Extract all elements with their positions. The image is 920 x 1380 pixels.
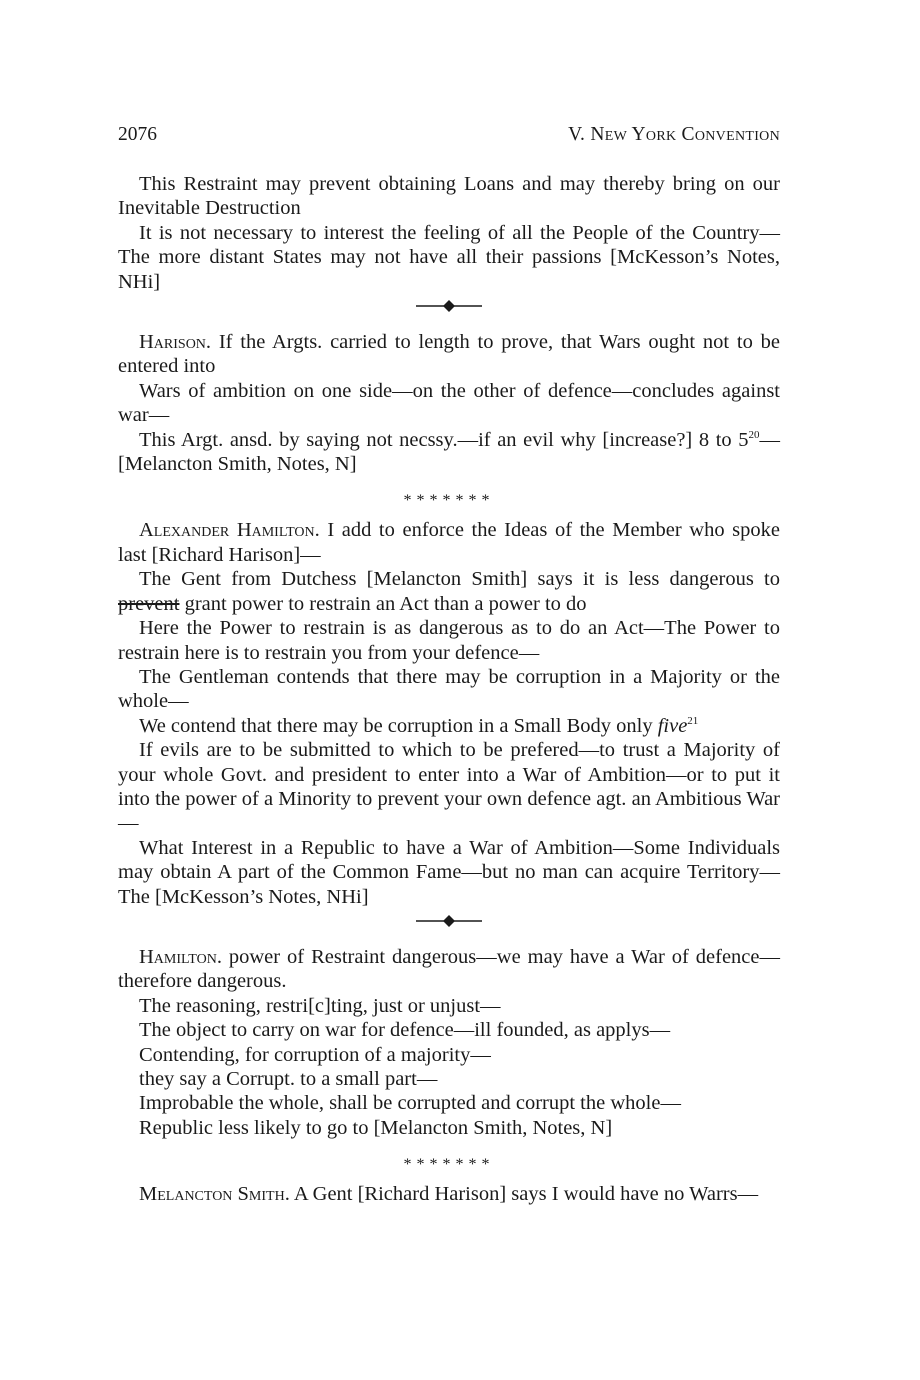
paragraph: Contending, for corruption of a majority— (139, 1043, 491, 1066)
paragraph: they say a Corrupt. to a small part— (139, 1068, 438, 1090)
speaker-name: Hamilton (139, 945, 217, 968)
speech-paragraph: Melancton Smith. A Gent [Richard Harison] says I would have no Warrs— (139, 1183, 759, 1206)
paragraph: The Gent from Dutchess [Melancton Smith] says it is less dangerous to prevent grant power to restrain an Act than a power to do (118, 568, 780, 615)
speaker-name: Melancton Smith (139, 1183, 285, 1206)
paragraph: Wars of ambition on one side—on the other of defence—concludes against war— (118, 379, 780, 427)
paragraph: This Argt. ansd. by saying not necssy.—if an evil why [increase?] 8 to $5^{20}—$ [Melancton Smith, Notes, N] (118, 428, 780, 476)
paragraph: It is not necessary to interest the feeling of all the People of the Country—The more distant States may not have all their passions [McKesson’s Notes, NHi] (118, 221, 780, 293)
speech-paragraph: Harison. If the Argts. carried to length to prove, that Wars ought not to be entered into (118, 331, 780, 378)
diamond-rule-icon (414, 296, 484, 316)
page-number: 2076 (118, 124, 157, 145)
section-ornament (118, 296, 780, 318)
italic-word: five (657, 714, 688, 737)
paragraph: If evils are to be submitted to which to be prefered—to trust a Majority of your whole Govt. and president to enter into a War of Ambition—or to put it into the power of a Minority to prevent your own defence agt. an Ambitious War— (118, 739, 780, 835)
speaker-name: Alexander Hamilton (139, 519, 315, 542)
paragraph: The Gentleman contends that there may be corruption in a Majority or the whole— (118, 665, 780, 713)
running-header (118, 120, 780, 150)
struck-word: prevent (118, 592, 180, 615)
paragraph: The reasoning, restri[c]ting, just or unjust— (139, 994, 501, 1017)
speech-paragraph: Hamilton. power of Restraint dangerous—we may have a War of defence—therefore dangerous. (118, 945, 780, 993)
paragraph: This Restraint may prevent obtaining Loans and may thereby bring on our Inevitable Destruction (118, 173, 780, 220)
speaker-name: Harison (139, 331, 206, 354)
asterism: ******* (403, 492, 495, 510)
running-title: V. New York Convention (568, 124, 780, 145)
paragraph: What Interest in a Republic to have a War of Ambition—Some Individuals may obtain A part of the Common Fame—but no man can acquire Territory—The [McKesson’s Notes, NHi] (118, 836, 780, 908)
footnote-ref: 21 (687, 714, 699, 727)
paragraph: The object to carry on war for defence—ill founded, as applys— (139, 1019, 671, 1042)
section-ornament (118, 911, 780, 933)
paragraph: Here the Power to restrain is as dangerous as to do an Act—The Power to restrain here is to restrain you from your defence— (118, 617, 780, 664)
footnote-ref: 20 (748, 428, 760, 441)
paragraph: We contend that there may be corruption in a Small Body only five$^{21}$ (139, 714, 699, 737)
diamond-rule-icon (414, 911, 484, 931)
asterism: ******* (403, 1156, 495, 1174)
paragraph: Improbable the whole, shall be corrupted and corrupt the whole— (139, 1092, 681, 1115)
page (118, 120, 780, 1207)
paragraph: Republic less likely to go to [Melancton Smith, Notes, N] (139, 1116, 613, 1139)
speech-paragraph: Alexander Hamilton. I add to enforce the Ideas of the Member who spoke last [Richard Harison]— (118, 519, 780, 566)
